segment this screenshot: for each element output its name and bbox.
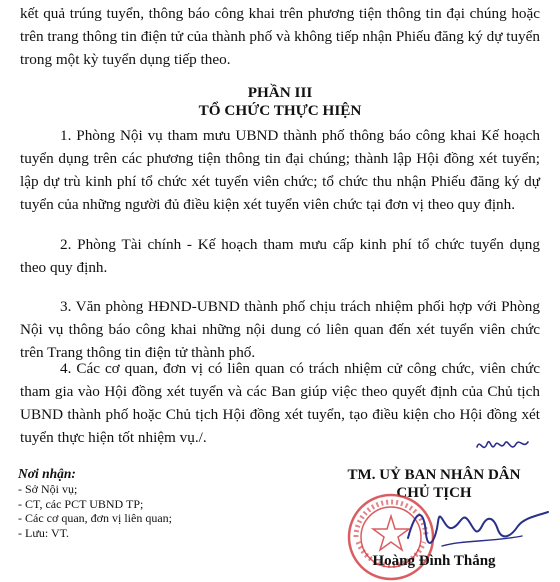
recipients-block: [18, 465, 278, 540]
recipient-item: - Sở Nội vụ;: [18, 482, 78, 496]
signature-title: CHỦ TỊCH: [396, 485, 472, 501]
item-3: 3. Văn phòng HĐND-UBND thành phố chịu trách nhiệm phối hợp với Phòng Nội vụ thông báo công khai những nội dung có liên quan đến xét tuyển viên chức trên Trang thông tin điện tử thành phố.: [20, 298, 540, 361]
intro-paragraph: kết quả trúng tuyển, thông báo công khai trên phương tiện thông tin đại chúng hoặc trên trang thông tin điện tử của thành phố và không tiếp nhận Phiếu đăng ký dự tuyển trong một kỳ tuyển dụng tiếp theo.: [20, 5, 540, 68]
signature-org: TM. UỶ BAN NHÂN DÂN: [347, 467, 521, 483]
signature-block: [310, 466, 558, 569]
section-number: PHẦN III: [247, 84, 313, 101]
item-1: 1. Phòng Nội vụ tham mưu UBND thành phố thông báo công khai Kế hoạch tuyển dụng trên các phương tiện thông tin đại chúng; thành lập Hội đồng xét tuyển; lập dự trù kinh phí tổ chức xét tuyển viên chức; tổ chức thu nhận Phiếu đăng ký dự tuyển của những người đủ điều kiện xét tuyển viên chức tại đơn vị theo quy định.: [20, 127, 540, 213]
recipient-item: - CT, các PCT UBND TP;: [18, 496, 144, 511]
section-title: TỔ CHỨC THỰC HIỆN: [198, 102, 362, 119]
item-2: 2. Phòng Tài chính - Kế hoạch tham mưu cấp kinh phí tổ chức tuyển dụng theo quy định.: [20, 236, 540, 276]
recipients-list: [18, 482, 278, 540]
signer-name: Hoàng Đình Thắng: [372, 553, 496, 569]
handwritten-initial: [474, 434, 530, 458]
item-4: 4. Các cơ quan, đơn vị có liên quan có trách nhiệm cử công chức, viên chức tham gia vào Hội đồng xét tuyển và các Ban giúp việc theo quyết định của Chủ tịch UBND thành phố hoặc Chủ tịch Hội đồng xét tuyển, tạo điều kiện cho Hội đồng xét tuyển thực hiện tốt nhiệm vụ./.: [20, 360, 540, 446]
recipient-item: - Các cơ quan, đơn vị liên quan;: [18, 511, 172, 525]
handwritten-signature: [402, 500, 552, 558]
recipient-item: - Lưu: VT.: [18, 525, 70, 540]
recipients-title: Nơi nhận:: [18, 466, 76, 481]
